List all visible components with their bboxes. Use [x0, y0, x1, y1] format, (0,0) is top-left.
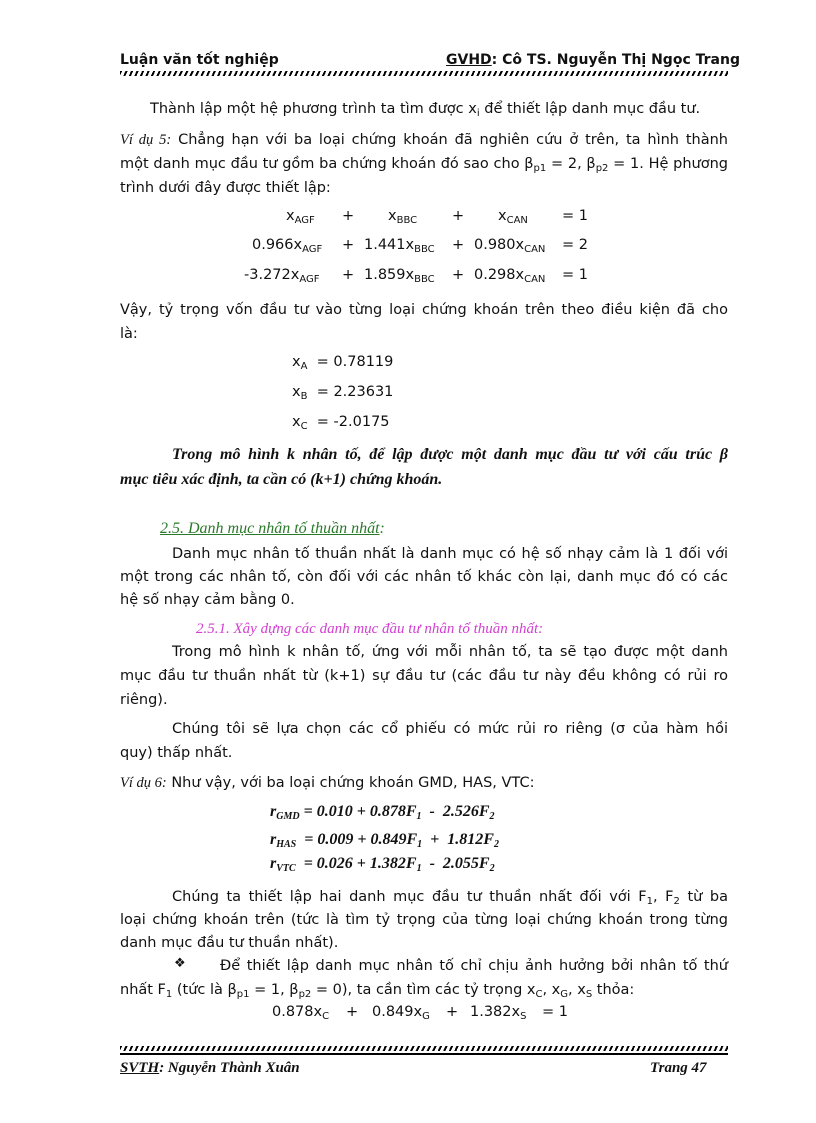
weight-c: $x_C = -2.0175$: [292, 414, 390, 432]
example5-line1-text: Chẳng hạn với ba loại chứng khoán đã nghiên cứu ở trên, ta hình thành: [171, 132, 728, 148]
section-2-5-1-title: 2.5.1. Xây dựng các danh mục đầu tư nhân tố thuần nhất:: [196, 621, 544, 637]
bold-note-line1: Trong mô hình k nhân tố, để lập được một danh mục đầu tư với cấu trúc β: [172, 446, 728, 463]
section-2-5-1-p1-l3: riêng).: [120, 692, 168, 708]
para-after-l3: danh mục đầu tư thuần nhất).: [120, 935, 339, 951]
header-right-label: GVHD: [446, 52, 492, 68]
sys1-row3-plus2: +: [452, 267, 465, 283]
example6-text: Như vậy, với ba loại chứng khoán GMD, HAS, VTC:: [166, 775, 535, 791]
example5-line2-a: một danh mục đầu tư gồm ba chứng khoán đó sao cho β: [120, 156, 534, 172]
sys1-row2-a: $0.966x_{AGF}$: [252, 237, 323, 255]
bullet-line2: nhất $F_1$ (tức là $\beta_{p1} = 1$, $\beta_{p2} = 0$), ta cần tìm các tỷ trọng $x_C$, $x_G$, $x_S$ thỏa:: [120, 982, 635, 1000]
section-2-5-title-text: 2.5. Danh mục nhân tố thuần nhất: [160, 520, 380, 537]
para-after-l1-sub: 1: [646, 896, 653, 907]
para-after-l2: loại chứng khoán trên (tức là tìm tỷ trọng của từng loại chứng khoán trong từng: [120, 912, 728, 928]
sys1-row3-plus1: +: [342, 267, 355, 283]
para-1-text: Thành lập một hệ phương trình ta tìm được x: [150, 101, 477, 117]
section-2-5-1-p1-l1: Trong mô hình k nhân tố, ứng với mỗi nhân tố, ta sẽ tạo được một danh: [172, 644, 728, 660]
example5-line1: [120, 130, 728, 150]
sys1-row2-rhs: = 2: [562, 237, 588, 253]
page-number: Trang 47: [650, 1060, 707, 1076]
section-2-5-line1: Danh mục nhân tố thuần nhất là danh mục có hệ số nhạy cảm là 1 đối với: [172, 546, 728, 562]
example5-line3: trình dưới đây được thiết lập:: [120, 180, 331, 196]
bold-note-line2: mục tiêu xác định, ta cần có (k+1) chứng khoán.: [120, 471, 443, 488]
para-after-l1-c: từ ba: [679, 889, 728, 905]
para-after-l1: [172, 887, 728, 907]
example5-line2-sub2: p2: [595, 163, 609, 174]
section-2-5-1-p1-l2: mục đầu tư thuần nhất từ (k+1) sự đầu tư (các đầu tư này đều không có rủi ro: [120, 668, 728, 684]
last-eq-c: $1.382x_S$: [470, 1004, 527, 1022]
sys1-row3-rhs: = 1: [562, 267, 588, 283]
sys1-row3-c: $0.298x_{CAN}$: [474, 267, 546, 285]
sys1-row2-plus1: +: [342, 237, 355, 253]
example5-line2-b: = 2, β: [546, 156, 596, 172]
footer-left-label: SVTH: [120, 1060, 160, 1076]
last-eq-b: $0.849x_G$: [372, 1004, 430, 1022]
footer-rule: [120, 1046, 728, 1051]
sys1-row1-c: $x_{CAN}$: [498, 208, 528, 226]
footer-rule-thin: [120, 1053, 728, 1055]
header-rule: [120, 71, 728, 76]
sys1-row1-b: $x_{BBC}$: [388, 208, 418, 226]
section-2-5-title: [160, 519, 728, 539]
para-1-sub: i: [476, 108, 480, 119]
section-2-5-colon: :: [379, 520, 385, 537]
header-right-name: : Cô TS. Nguyễn Thị Ngọc Trang: [491, 52, 740, 68]
last-eq-a: $0.878x_C$: [272, 1004, 330, 1022]
section-2-5-1-p2-l2: quy) thấp nhất.: [120, 745, 233, 761]
sys1-row2-c: $0.980x_{CAN}$: [474, 237, 546, 255]
sys1-row2-plus2: +: [452, 237, 465, 253]
section-2-5-1-p2-l1: Chúng tôi sẽ lựa chọn các cổ phiếu có mức rủi ro riêng (σ của hàm hồi: [172, 721, 728, 737]
para-after-l1-sub2: 2: [673, 896, 680, 907]
footer-left: [120, 1060, 300, 1077]
para-1: [150, 99, 728, 119]
sys1-row2-b: $1.441x_{BBC}$: [364, 237, 435, 255]
diamond-bullet-icon: ❖: [174, 956, 186, 971]
example5-line2-c: = 1. Hệ phương: [608, 156, 728, 172]
example6: [120, 773, 728, 793]
bullet-line1: Để thiết lập danh mục nhân tố chỉ chịu ảnh hưởng bởi nhân tố thứ: [220, 958, 728, 974]
sys1-row3-a: $-3.272x_{AGF}$: [244, 267, 320, 285]
sys2-row1: $r_{GMD} = 0.010 + 0.878F_1 - 2.526F_2$: [270, 803, 495, 822]
last-eq-plus2: +: [446, 1004, 459, 1020]
example5-line2: [120, 154, 728, 174]
last-eq-rhs: = 1: [542, 1004, 568, 1020]
weight-a: $x_A = 0.78119$: [292, 354, 394, 372]
example6-label: Ví dụ 6:: [120, 775, 167, 791]
para-after-l1-b: , F: [652, 889, 674, 905]
example5-line2-sub1: p1: [533, 163, 547, 174]
para-after-l1-a: Chúng ta thiết lập hai danh mục đầu tư thuần nhất đối với F: [172, 889, 647, 905]
sys1-row1-plus1: +: [342, 208, 355, 224]
sys1-row3-b: $1.859x_{BBC}$: [364, 267, 435, 285]
weight-b: $x_B = 2.23631$: [292, 384, 394, 402]
weights-intro-line1: Vậy, tỷ trọng vốn đầu tư vào từng loại chứng khoán trên theo điều kiện đã cho: [120, 302, 728, 318]
footer-left-name: : Nguyễn Thành Xuân: [159, 1060, 300, 1076]
section-2-5-line3: hệ số nhạy cảm bằng 0.: [120, 592, 295, 608]
example5-label: Ví dụ 5:: [120, 132, 172, 148]
sys1-row1-a: $x_{AGF}$: [286, 208, 315, 226]
header-left: Luận văn tốt nghiệp: [120, 52, 279, 68]
header-right: [446, 52, 740, 68]
sys2-row2: $r_{HAS} = 0.009 + 0.849F_1 + 1.812F_2$: [270, 831, 499, 850]
last-eq-plus1: +: [346, 1004, 359, 1020]
section-2-5-line2: một trong các nhân tố, còn đối với các nhân tố khác còn lại, danh mục đó có các: [120, 569, 728, 585]
para-1-tail: để thiết lập danh mục đầu tư.: [479, 101, 701, 117]
sys1-row1-rhs: = 1: [562, 208, 588, 224]
weights-intro-line2: là:: [120, 326, 138, 342]
sys2-row3: $r_{VTC} = 0.026 + 1.382F_1 - 2.055F_2$: [270, 855, 495, 874]
sys1-row1-plus2: +: [452, 208, 465, 224]
